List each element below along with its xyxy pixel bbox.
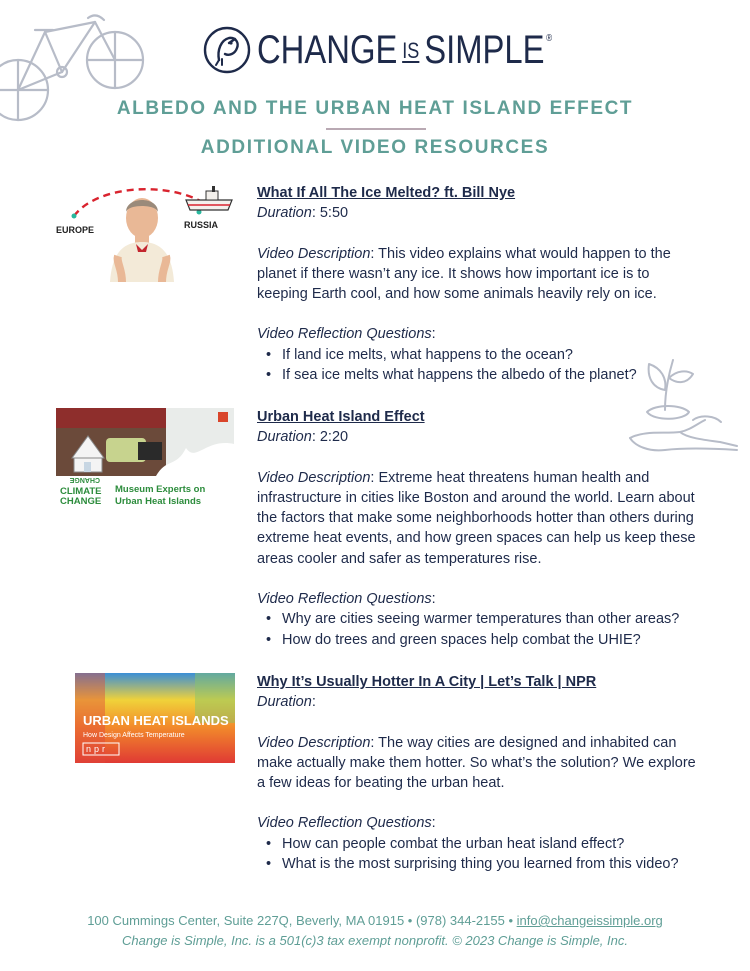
title-divider bbox=[326, 128, 426, 130]
video-thumbnail-urban-heat-island[interactable] bbox=[56, 408, 234, 508]
questions-heading: Video Reflection Questions: bbox=[257, 326, 436, 343]
npr-thumbnail-art bbox=[75, 673, 235, 763]
list-item: • How do trees and green spaces help combat the UHIE? bbox=[265, 630, 697, 650]
npr-headline: URBAN HEAT ISLANDS bbox=[83, 713, 229, 728]
questions-list bbox=[257, 834, 697, 875]
duration-label: Duration bbox=[257, 205, 312, 222]
logo-line-2: CLIMATE bbox=[60, 486, 102, 497]
questions-label: Video Reflection Questions bbox=[257, 326, 432, 343]
logo-line-1: CHANGE bbox=[69, 476, 100, 483]
list-item: • If land ice melts, what happens to the ocean? bbox=[265, 345, 697, 365]
description-label: Video Description bbox=[257, 469, 371, 486]
brand-name-right: SIMPLE bbox=[424, 27, 545, 72]
thumb-label-russia: RUSSIA bbox=[184, 220, 219, 230]
video-description bbox=[257, 733, 697, 794]
video-duration bbox=[257, 203, 697, 223]
description-text: : Extreme heat threatens human health and infrastructure in cities like Boston and around the world. Learn about the factors that make some neighborhoods hotter than others during extreme heat events, and how green spaces can help us keep these areas cooler and safer as temperatures rise. bbox=[257, 469, 696, 567]
footer-email-link[interactable]: info@changeissimple.org bbox=[516, 913, 663, 928]
registered-mark: ® bbox=[546, 32, 553, 44]
duration-value: : 5:50 bbox=[311, 205, 349, 222]
duration-value: : 2:20 bbox=[311, 429, 349, 446]
questions-heading: Video Reflection Questions: bbox=[257, 815, 436, 832]
video-thumbnail-npr[interactable] bbox=[75, 673, 235, 763]
video-duration bbox=[257, 427, 697, 447]
duration-label: Duration bbox=[257, 694, 312, 711]
questions-heading: Video Reflection Questions: bbox=[257, 591, 436, 608]
description-text: : This video explains what would happen to the planet if there wasn’t any ice. It shows how important ice is to keeping Earth cool, and how some animals heavily rely on ice. bbox=[257, 245, 671, 303]
brand-wordmark bbox=[257, 28, 552, 73]
duration-label: Duration bbox=[257, 429, 312, 446]
logo-line-3: CHANGE bbox=[60, 496, 102, 507]
page-title: ALBEDO AND THE URBAN HEAT ISLAND EFFECT bbox=[116, 98, 634, 119]
video-duration bbox=[257, 692, 697, 712]
list-item: • How can people combat the urban heat island effect? bbox=[265, 834, 697, 854]
npr-badge: npr bbox=[86, 744, 109, 754]
page-subtitle: ADDITIONAL VIDEO RESOURCES bbox=[200, 137, 550, 158]
video-entry bbox=[257, 183, 697, 385]
description-label: Video Description bbox=[257, 245, 371, 262]
thumb-caption-1: Museum Experts on bbox=[115, 484, 206, 495]
questions-list bbox=[257, 609, 697, 650]
questions-label: Video Reflection Questions bbox=[257, 591, 432, 608]
video-entry bbox=[257, 407, 697, 650]
footer-contact bbox=[0, 913, 750, 928]
brand-name-left: CHANGE bbox=[257, 27, 398, 72]
footer-legal: Change is Simple, Inc. is a 501(c)3 tax exempt nonprofit. © 2023 Change is Simple, Inc. bbox=[121, 933, 628, 948]
video-title-link[interactable]: What If All The Ice Melted? ft. Bill Nye bbox=[257, 185, 516, 201]
thumb-label-europe: EUROPE bbox=[56, 225, 95, 235]
description-text: : The way cities are designed and inhabited can make actually make them hotter. So what’s the solution? We explore a few ideas for beating the urban heat. bbox=[257, 734, 696, 792]
brand-name-is: IS bbox=[402, 38, 420, 63]
video-description bbox=[257, 244, 697, 305]
questions-label: Video Reflection Questions bbox=[257, 815, 432, 832]
footer-address: 100 Cummings Center, Suite 227Q, Beverly, MA 01915 • (978) 344-2155 • bbox=[87, 913, 517, 928]
thumb-caption-2: Urban Heat Islands bbox=[115, 496, 202, 507]
video-description bbox=[257, 468, 697, 569]
npr-subline: How Design Affects Temperature bbox=[83, 732, 185, 739]
video-entry bbox=[257, 672, 697, 874]
list-item: • Why are cities seeing warmer temperatures than other areas? bbox=[265, 609, 697, 629]
duration-value: : bbox=[311, 694, 316, 711]
list-item: • If sea ice melts what happens the albedo of the planet? bbox=[265, 365, 697, 385]
list-item: • What is the most surprising thing you learned from this video? bbox=[265, 854, 697, 874]
questions-list bbox=[257, 345, 697, 386]
video-title-link[interactable]: Urban Heat Island Effect bbox=[257, 409, 425, 425]
video-thumbnail-bill-nye[interactable] bbox=[56, 182, 234, 282]
video-title-link[interactable]: Why It’s Usually Hotter In A City | Let’s Talk | NPR bbox=[257, 674, 597, 690]
brand-logo bbox=[203, 24, 617, 76]
bird-logo-icon bbox=[203, 26, 251, 74]
description-label: Video Description bbox=[257, 734, 371, 751]
bill-nye-thumbnail-art bbox=[56, 182, 234, 282]
museum-thumbnail-art bbox=[56, 408, 234, 508]
